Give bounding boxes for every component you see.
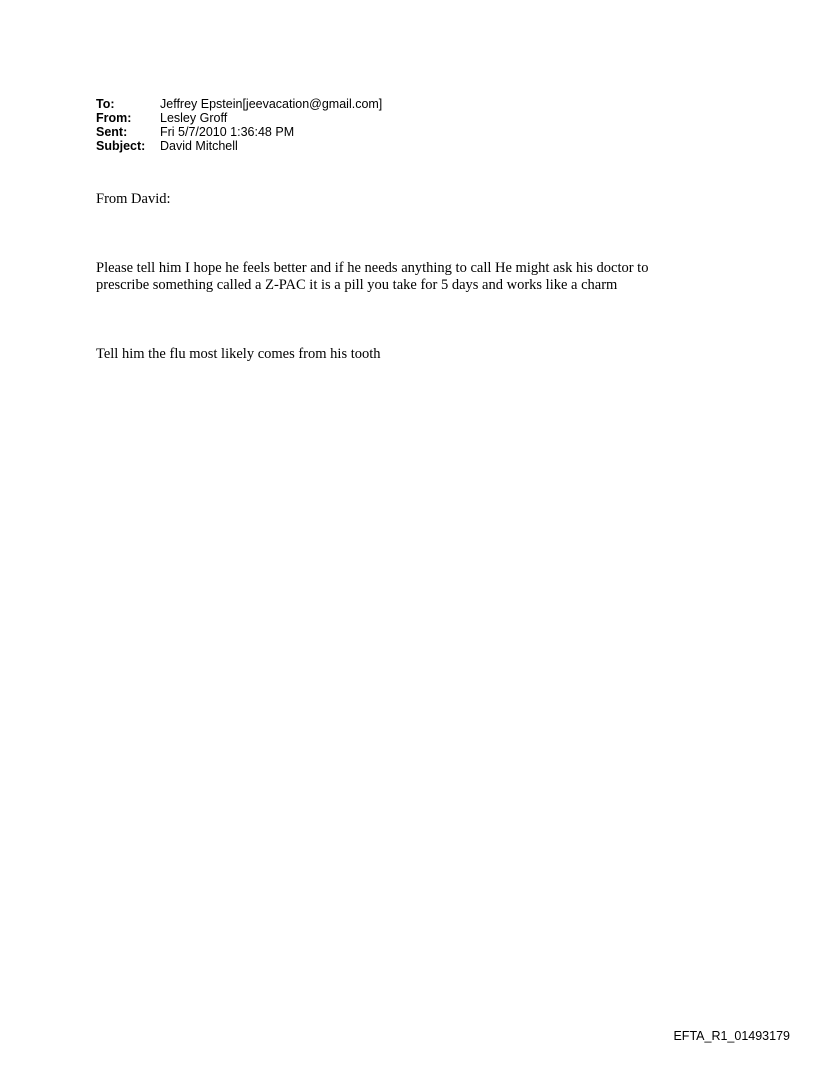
header-subject-row — [96, 139, 382, 153]
sent-value: Fri 5/7/2010 1:36:48 PM — [160, 125, 295, 139]
header-to-row — [96, 97, 382, 111]
email-header — [96, 97, 382, 153]
email-greeting: From David: — [96, 191, 171, 207]
document-id: EFTA_R1_01493179 — [673, 1029, 790, 1043]
email-paragraph-1 — [96, 260, 736, 293]
to-value: Jeffrey Epstein[jeevacation@gmail.com] — [160, 97, 383, 111]
subject-value: David Mitchell — [160, 139, 238, 153]
paragraph-1-line-2: prescribe something called a Z-PAC it is a pill you take for 5 days and works like a charm — [96, 276, 618, 293]
paragraph-1-line-1: Please tell him I hope he feels better and if he needs anything to call He might ask his doctor to — [96, 260, 649, 276]
sent-label: Sent: — [96, 125, 128, 139]
subject-label: Subject: — [96, 139, 146, 153]
header-sent-row — [96, 125, 382, 139]
from-value: Lesley Groff — [160, 111, 228, 125]
email-paragraph-2: Tell him the flu most likely comes from his tooth — [96, 346, 381, 362]
header-from-row — [96, 111, 382, 125]
from-label: From: — [96, 111, 132, 125]
to-label: To: — [96, 97, 115, 111]
